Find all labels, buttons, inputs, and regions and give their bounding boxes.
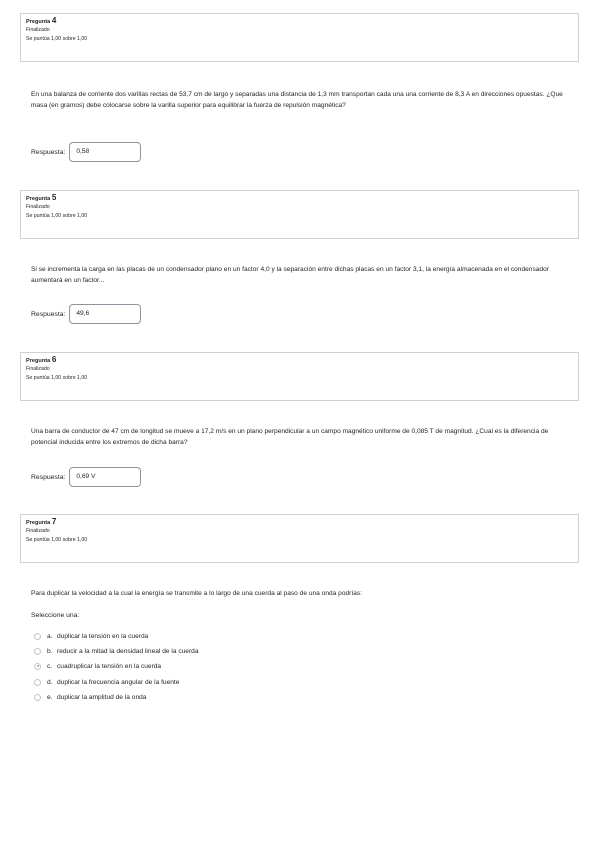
question-number: 7 — [51, 517, 57, 526]
option-label: duplicar la tensión en la cuerda — [57, 632, 149, 640]
answer-row — [31, 467, 141, 487]
question-info-7 — [20, 514, 579, 563]
option-letter: c. — [47, 662, 53, 670]
answer-label: Respuesta: — [31, 148, 66, 156]
radio-button[interactable] — [34, 633, 41, 640]
answer-label: Respuesta: — [31, 473, 66, 481]
radio-button[interactable] — [34, 694, 41, 701]
answer-option-c[interactable] — [34, 659, 161, 673]
answer-option-b[interactable] — [34, 644, 199, 658]
question-state: Finalizado — [26, 204, 50, 210]
question-number: 5 — [51, 193, 57, 202]
question-grade: Se puntúa 1,00 sobre 1,00 — [26, 537, 88, 543]
option-label: cuadruplicar la tensión en la cuerda — [57, 662, 162, 670]
answer-option-e[interactable] — [34, 690, 146, 704]
question-text: Para duplicar la velocidad a la cual la energía se transmite a lo largo de una cuerda al paso de una onda podrías: — [31, 590, 363, 597]
question-state: Finalizado — [26, 27, 50, 33]
question-title-prefix: Pregunta — [26, 358, 51, 364]
question-text: Si se incrementa la carga en las placas de un condensador plano en un factor 4,0 y la separación entre dichas placas en un factor 3,1, la energía almacenada en el condensador aumentará en un factor... — [31, 266, 549, 284]
answer-option-d[interactable] — [34, 675, 179, 689]
question-title-prefix: Pregunta — [26, 520, 51, 526]
answer-input[interactable]: 0,69 V — [69, 467, 141, 487]
select-prompt: Seleccione una: — [31, 612, 80, 619]
question-title-prefix: Pregunta — [26, 196, 51, 202]
radio-button[interactable] — [34, 648, 41, 655]
option-label: duplicar la amplitud de la onda — [57, 693, 147, 701]
question-grade: Se puntúa 1,00 sobre 1,00 — [26, 36, 88, 42]
question-title-prefix: Pregunta — [26, 19, 51, 25]
question-grade: Se puntúa 1,00 sobre 1,00 — [26, 375, 88, 381]
radio-button-selected[interactable] — [34, 663, 41, 670]
question-info-4 — [20, 13, 579, 62]
answer-label: Respuesta: — [31, 310, 66, 318]
question-info-6 — [20, 352, 579, 401]
answer-option-a[interactable] — [34, 629, 148, 643]
question-state: Finalizado — [26, 366, 50, 372]
question-text: Una barra de conductor de 47 cm de longitud se mueve a 17,2 m/s en un plano perpendicular a un campo magnético uniforme de 0,085 T de magnitud. ¿Cual es la diferencia de potencial inducida entre los extremos de dicha barra? — [31, 428, 549, 446]
option-letter: e. — [47, 693, 53, 701]
question-title — [26, 194, 578, 203]
option-letter: b. — [47, 647, 53, 655]
question-grade: Se puntúa 1,00 sobre 1,00 — [26, 213, 88, 219]
radio-button[interactable] — [34, 679, 41, 686]
option-label: duplicar la frecuencia angular de la fuente — [57, 678, 180, 686]
question-info-5 — [20, 190, 579, 239]
question-title — [26, 17, 578, 26]
answer-row — [31, 142, 141, 162]
question-number: 4 — [51, 16, 57, 25]
option-letter: a. — [47, 632, 53, 640]
question-state: Finalizado — [26, 528, 50, 534]
answer-input[interactable]: 0,58 — [69, 142, 141, 162]
question-title — [26, 518, 578, 527]
answer-input[interactable]: 49,6 — [69, 304, 141, 324]
option-letter: d. — [47, 678, 53, 686]
answer-row — [31, 304, 141, 324]
question-title — [26, 356, 578, 365]
option-label: reducir a la mitad la densidad lineal de la cuerda — [57, 647, 199, 655]
question-text: En una balanza de corriente dos varillas rectas de 53,7 cm de largo y separadas una distancia de 1,3 mm transportan cada una una corriente de 8,3 A en direcciones opuestas. ¿Que masa (en gramos) debe colocarse sobre la varilla superior para equilibrar la fuerza de repulsión magnética? — [31, 91, 563, 109]
question-number: 6 — [51, 355, 57, 364]
